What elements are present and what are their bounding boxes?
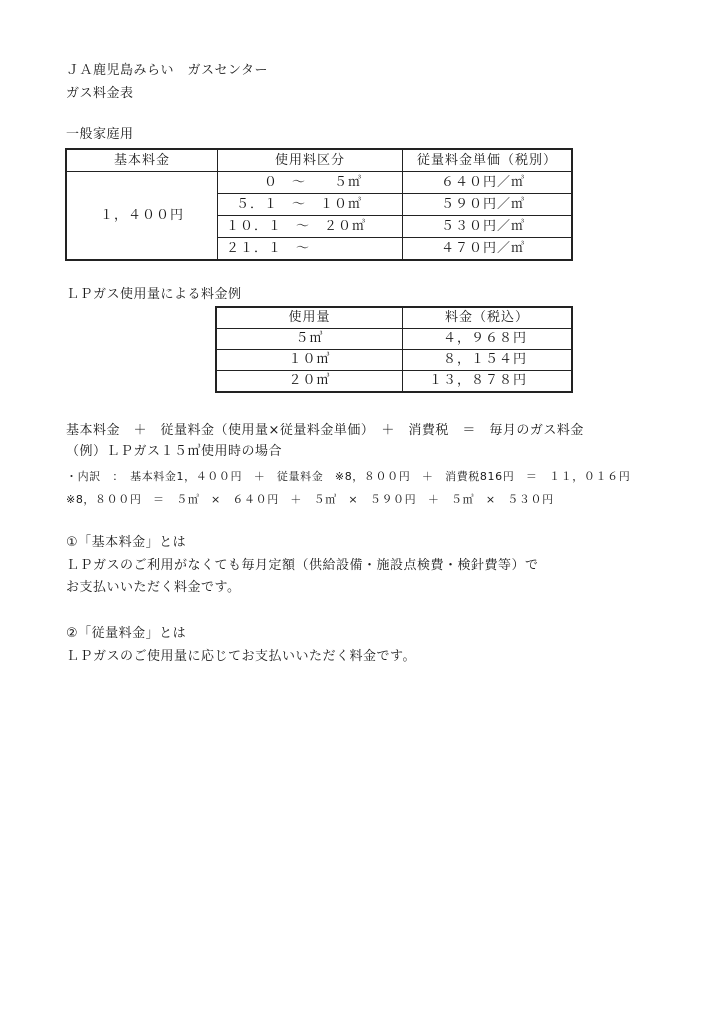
unit-price-cell: ４７０円／㎥	[403, 238, 573, 261]
note-base-fee-heading: ①「基本料金」とは	[66, 535, 187, 550]
base-fee-value: １，４００円	[66, 172, 218, 261]
section-title-examples: ＬＰガス使用量による料金例	[66, 287, 242, 302]
example-calculation: ※8，８００円 ＝ ５㎥ × ６４０円 ＋ ５㎥ × ５９０円 ＋ ５㎥ × ５３０円	[66, 493, 554, 506]
usage-range-cell: ０ ～ ５㎥	[218, 172, 403, 194]
usage-range-cell: ２１．１ ～	[218, 238, 403, 261]
fee-formula: 基本料金 ＋ 従量料金（使用量×従量料金単価） ＋ 消費税 ＝ 毎月のガス料金	[66, 423, 584, 438]
header-base-fee: 基本料金	[66, 149, 218, 172]
table-row	[216, 371, 572, 393]
example-heading: （例）ＬＰガス１５㎥使用時の場合	[66, 444, 283, 459]
section-title-household: 一般家庭用	[66, 127, 134, 142]
note-usage-fee-heading: ②「従量料金」とは	[66, 626, 187, 641]
table-header-row	[216, 307, 572, 329]
header-unit-price: 従量料金単価（税別）	[403, 149, 573, 172]
table-row	[216, 350, 572, 371]
usage-range-cell: ５．１ ～ １０㎥	[218, 194, 403, 216]
usage-cell: ２０㎥	[216, 371, 403, 393]
fee-example-table	[215, 306, 573, 393]
note-base-fee-line: ＬＰガスのご利用がなくても毎月定額（供給設備・施設点検費・検針費等）で	[66, 558, 539, 573]
household-rate-table	[65, 148, 573, 261]
document-title: ガス料金表	[66, 86, 134, 101]
fee-cell: ８，１５４円	[403, 350, 573, 371]
note-base-fee-line: お支払いいただく料金です。	[66, 580, 241, 595]
unit-price-cell: ５９０円／㎥	[403, 194, 573, 216]
unit-price-cell: ６４０円／㎥	[403, 172, 573, 194]
table-header-row	[66, 149, 572, 172]
org-name: ＪＡ鹿児島みらい ガスセンター	[66, 63, 268, 78]
note-usage-fee-line: ＬＰガスのご使用量に応じてお支払いいただく料金です。	[66, 649, 416, 664]
unit-price-cell: ５３０円／㎥	[403, 216, 573, 238]
header-fee-tax-incl: 料金（税込）	[403, 307, 573, 329]
usage-range-cell: １０．１ ～ ２０㎥	[218, 216, 403, 238]
example-breakdown: ・内訳 ： 基本料金1，４００円 ＋ 従量料金 ※8，８００円 ＋ 消費税816円 ＝ １１，０１６円	[66, 470, 631, 483]
table-row	[216, 329, 572, 350]
usage-cell: １０㎥	[216, 350, 403, 371]
header-usage: 使用量	[216, 307, 403, 329]
header-usage-range: 使用料区分	[218, 149, 403, 172]
usage-cell: ５㎥	[216, 329, 403, 350]
table-row	[66, 172, 572, 194]
fee-cell: ４，９６８円	[403, 329, 573, 350]
fee-cell: １３，８７８円	[403, 371, 573, 393]
